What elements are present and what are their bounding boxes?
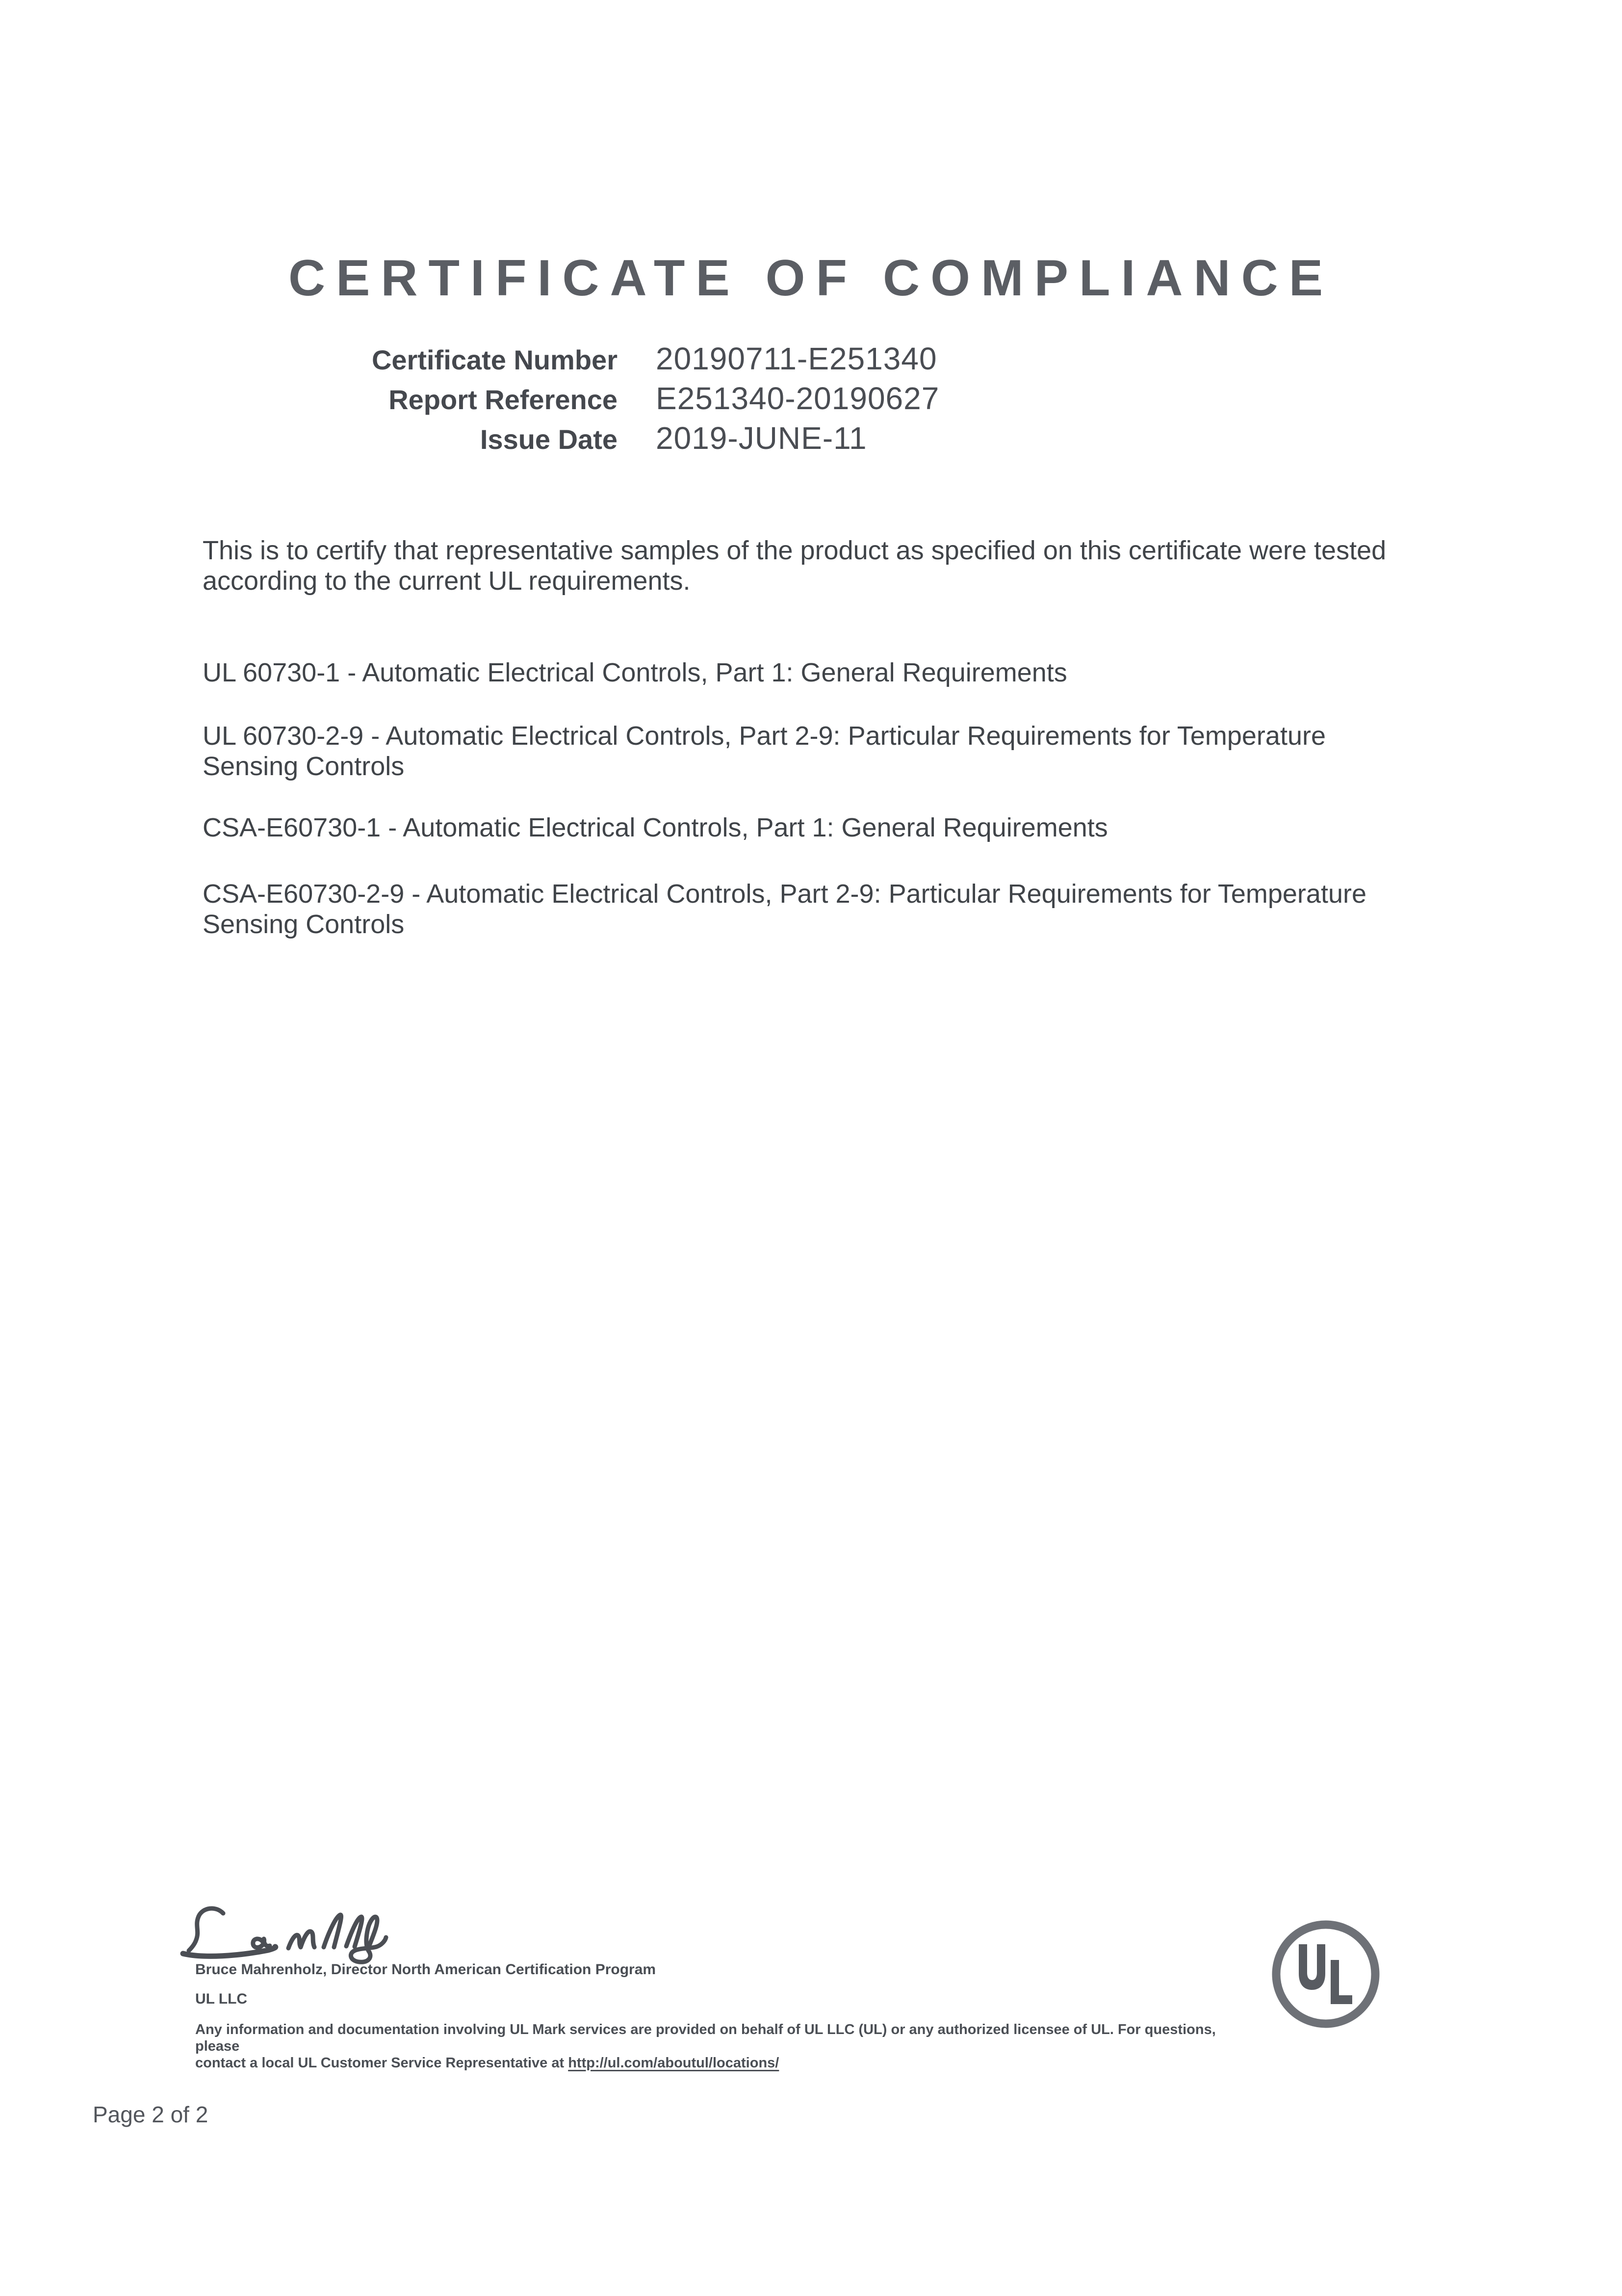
certificate-info — [0, 340, 1622, 460]
info-row-issue-date — [0, 420, 1622, 460]
standard-ul-60730-2-9: UL 60730-2-9 - Automatic Electrical Controls, Part 2-9: Particular Requirements for Temperature Sensing Controls — [203, 721, 1326, 781]
info-row-report-reference — [0, 380, 1622, 420]
info-row-certificate-number — [0, 340, 1622, 380]
ul-logo-letter-l — [1331, 1960, 1352, 2004]
issue-date-value: 2019-JUNE-11 — [656, 420, 867, 456]
standard-ul-60730-1: UL 60730-1 - Automatic Electrical Controls, Part 1: General Requirements — [203, 658, 1067, 687]
page-title: CERTIFICATE OF COMPLIANCE — [288, 250, 1334, 307]
certificate-number-value: 20190711-E251340 — [656, 341, 937, 376]
signature-icon — [174, 1903, 405, 1966]
company-name: UL LLC — [195, 1991, 248, 2007]
page-number: Page 2 of 2 — [93, 2102, 208, 2127]
disclaimer — [195, 2021, 1250, 2071]
standard-csa-e60730-2-9: CSA-E60730-2-9 - Automatic Electrical Controls, Part 2-9: Particular Requirements for Temperature Sensing Controls — [203, 879, 1366, 939]
ul-logo-letter-u — [1299, 1944, 1325, 1990]
issue-date-label: Issue Date — [480, 424, 618, 455]
report-reference-label: Report Reference — [388, 384, 618, 415]
report-reference-value: E251340-20190627 — [656, 381, 940, 416]
standard-csa-e60730-1: CSA-E60730-1 - Automatic Electrical Controls, Part 1: General Requirements — [203, 813, 1108, 842]
certification-statement: This is to certify that representative samples of the product as specified on this certificate were tested according to the current UL requirements. — [203, 536, 1387, 596]
ul-logo-icon — [1272, 1920, 1380, 2029]
disclaimer-line2: contact a local UL Customer Service Representative at — [195, 2055, 568, 2071]
disclaimer-line1: Any information and documentation involving UL Mark services are provided on behalf of UL LLC (UL) or any authorized licensee of UL. For questions, please — [195, 2022, 1216, 2054]
ul-locations-link[interactable]: http://ul.com/aboutul/locations/ — [568, 2055, 779, 2071]
signer-name-title: Bruce Mahrenholz, Director North American Certification Program — [195, 1961, 656, 1978]
certificate-number-label: Certificate Number — [371, 344, 618, 375]
